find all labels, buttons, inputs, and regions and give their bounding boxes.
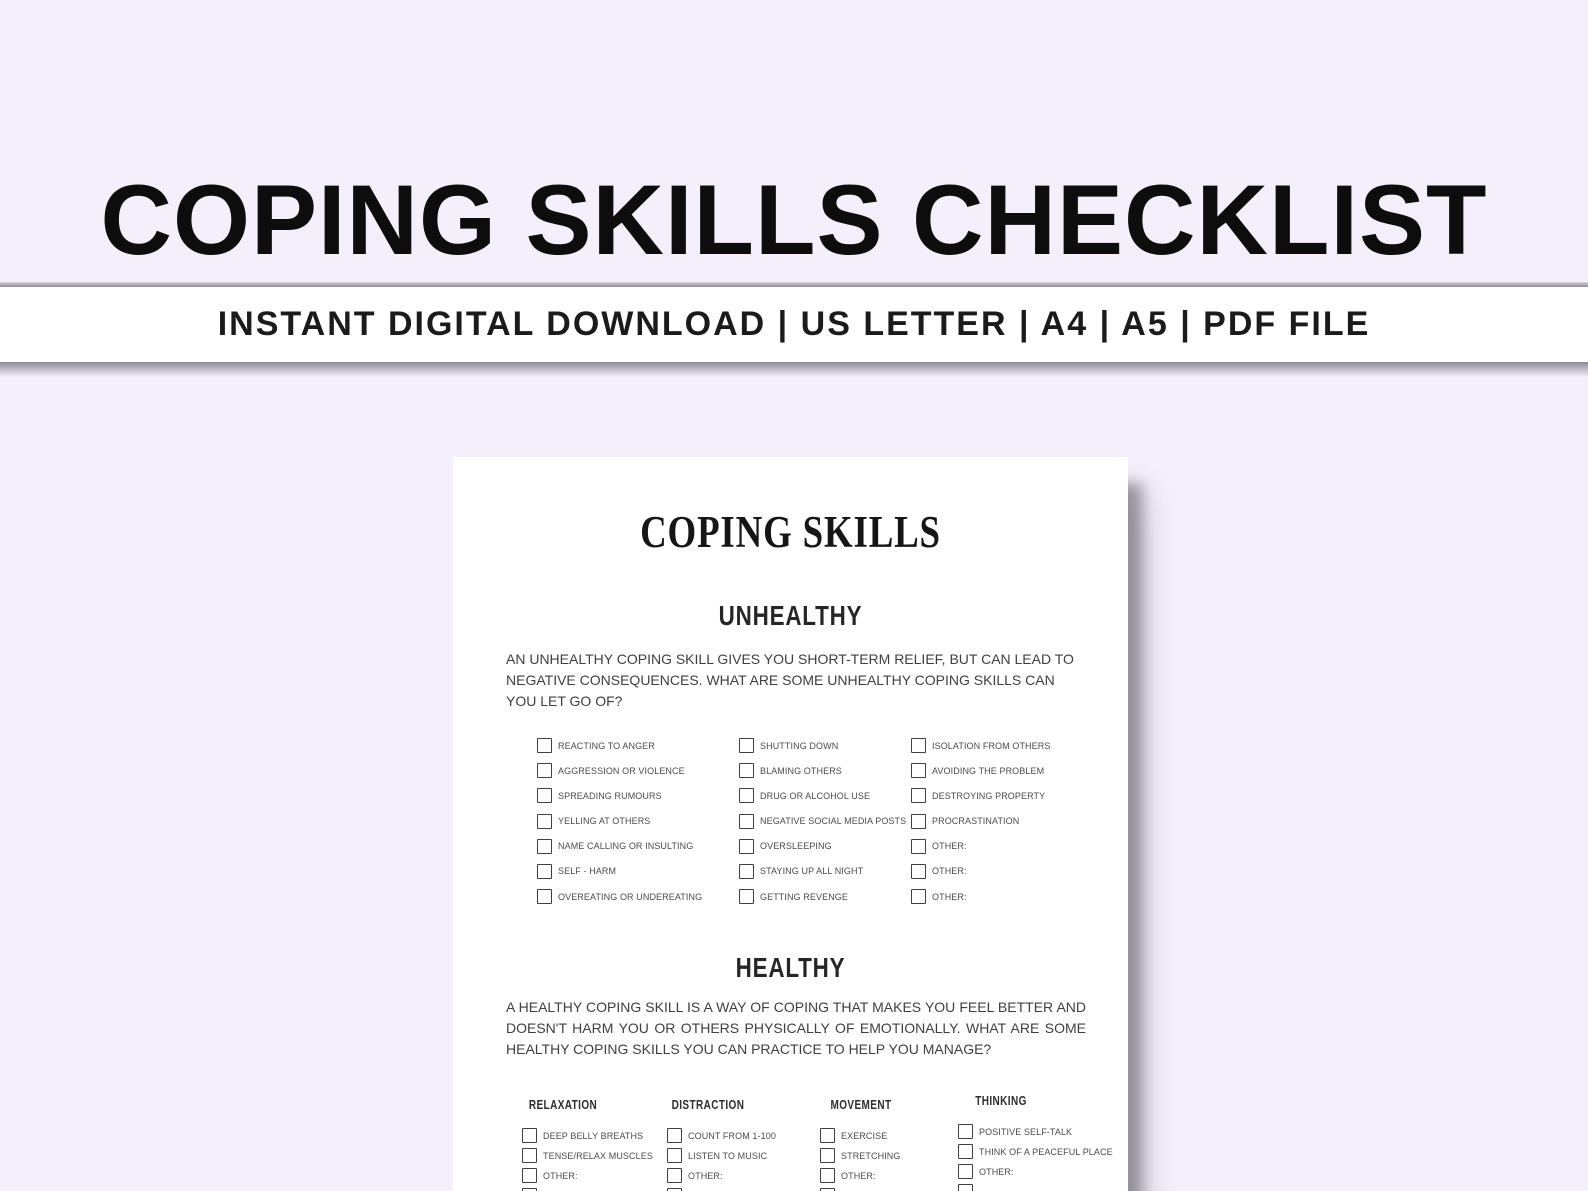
checklist-item-label: STRETCHING [841,1150,901,1161]
checklist-item [537,814,702,829]
relaxation-column-header: RELAXATION [528,1098,598,1112]
checkbox[interactable] [958,1124,973,1139]
unhealthy-column-3 [911,738,1050,904]
checklist-item [739,788,906,803]
checklist-item-label: THINK OF A PEACEFUL PLACE [979,1146,1113,1157]
checklist-item-label: OTHER: [543,1170,578,1181]
checklist-item-label: NEGATIVE SOCIAL MEDIA POSTS [760,816,907,827]
checklist-item [911,763,1050,778]
checklist-item [911,839,1050,854]
relaxation-column [522,1128,653,1191]
checkbox[interactable] [522,1148,537,1163]
checkbox[interactable] [739,839,754,854]
checklist-item [667,1128,776,1143]
checklist-item-label: GETTING REVENGE [760,891,849,902]
checklist-item [537,788,702,803]
checkbox[interactable] [820,1168,835,1183]
checklist-item-label: TENSE/RELAX MUSCLES [543,1150,653,1161]
checklist-item-label: OTHER: [932,891,967,902]
checklist-item-label: PROCRASTINATION [932,816,1020,827]
checkbox[interactable] [537,889,552,904]
checklist-item-label: COUNT FROM 1-100 [688,1130,776,1141]
checkbox[interactable] [739,814,754,829]
checklist-item [537,839,702,854]
checklist-item [911,889,1050,904]
checklist-item-label: DEEP BELLY BREATHS [543,1130,644,1141]
checklist-item [522,1128,653,1143]
checklist-item-label: NAME CALLING OR INSULTING [558,841,694,852]
unhealthy-column-1 [537,738,702,904]
checkbox[interactable] [667,1168,682,1183]
checkbox[interactable] [537,814,552,829]
checkbox[interactable] [958,1184,973,1191]
checkbox[interactable] [739,864,754,879]
checklist-item [537,763,702,778]
checkbox[interactable] [537,839,552,854]
checkbox[interactable] [537,864,552,879]
checklist-item [537,738,702,753]
checklist-item [522,1168,653,1183]
checklist-item [667,1168,776,1183]
checklist-item-label: OTHER: [932,841,967,852]
checklist-item-label: OTHER: [688,1170,723,1181]
checkbox[interactable] [522,1128,537,1143]
checklist-item-label: YELLING AT OTHERS [558,816,651,827]
thinking-column-header: THINKING [975,1094,1027,1108]
checklist-item-label: OVEREATING OR UNDEREATING [558,891,703,902]
checklist-item [522,1148,653,1163]
thinking-column [958,1124,1113,1191]
checkbox[interactable] [739,738,754,753]
checkbox[interactable] [820,1128,835,1143]
distraction-column-header: DISTRACTION [671,1098,745,1112]
checklist-item-label: OTHER: [979,1166,1014,1177]
unhealthy-column-2 [739,738,906,904]
unhealthy-section-heading: UNHEALTHY [718,600,863,631]
checklist-item [820,1128,901,1143]
checklist-item [911,814,1050,829]
checklist-item-label: DRUG OR ALCOHOL USE [760,790,871,801]
checklist-item [911,738,1050,753]
checklist-item [820,1148,901,1163]
checkbox[interactable] [911,763,926,778]
checkbox[interactable] [958,1164,973,1179]
checklist-item [739,864,906,879]
checklist-item [958,1184,1113,1191]
format-banner [0,282,1588,377]
checklist-item [958,1164,1113,1179]
checkbox[interactable] [522,1168,537,1183]
checklist-item-label: STAYING UP ALL NIGHT [760,866,864,877]
checklist-item-label: REACTING TO ANGER [558,740,655,751]
checklist-item [958,1144,1113,1159]
banner-body [0,287,1588,362]
checklist-item-label: BLAMING OTHERS [760,765,842,776]
checkbox[interactable] [911,788,926,803]
checkbox[interactable] [820,1148,835,1163]
checkbox[interactable] [537,738,552,753]
checkbox[interactable] [911,814,926,829]
main-title: COPING SKILLS CHECKLIST [100,164,1488,276]
checklist-item [537,864,702,879]
checklist-item [911,788,1050,803]
checklist-item-label: DESTROYING PROPERTY [932,790,1046,801]
checklist-item [911,864,1050,879]
checklist-item [958,1124,1113,1139]
checklist-item-label: AGGRESSION OR VIOLENCE [558,765,685,776]
checkbox[interactable] [911,864,926,879]
document-page-preview [453,457,1128,1191]
format-banner-text: INSTANT DIGITAL DOWNLOAD | US LETTER | A4 | A5 | PDF FILE [217,305,1371,343]
movement-column [820,1128,901,1191]
checkbox[interactable] [911,889,926,904]
checklist-item-label: OTHER: [932,866,967,877]
distraction-column [667,1128,776,1191]
checklist-item-label: EXERCISE [841,1130,888,1141]
checkbox[interactable] [739,763,754,778]
checkbox[interactable] [667,1128,682,1143]
checkbox[interactable] [537,763,552,778]
checkbox[interactable] [537,788,552,803]
checkbox[interactable] [911,738,926,753]
checklist-item-label: OTHER: [841,1170,876,1181]
checklist-item-label: SELF - HARM [558,866,617,877]
checklist-item [739,889,906,904]
checklist-item-label: ISOLATION FROM OTHERS [932,740,1051,751]
checklist-item-label: POSITIVE SELF-TALK [979,1126,1073,1137]
checkbox[interactable] [911,839,926,854]
unhealthy-section-description: AN UNHEALTHY COPING SKILL GIVES YOU SHORT-TERM RELIEF, BUT CAN LEAD TO NEGATIVE CONSEQUENCES. WHAT ARE SOME UNHEALTHY COPING SKILLS CAN YOU LET GO OF? [506,651,1074,709]
healthy-section-heading: HEALTHY [735,952,846,983]
document-title: COPING SKILLS [640,507,941,557]
checklist-item-label: LISTEN TO MUSIC [688,1150,768,1161]
checklist-item-label: AVOIDING THE PROBLEM [932,765,1045,776]
checklist-item [739,814,906,829]
checklist-item-label: SPREADING RUMOURS [558,790,662,801]
movement-column-header: MOVEMENT [830,1098,892,1112]
checklist-item-label: OVERSLEEPING [760,841,832,852]
checklist-item [739,839,906,854]
checklist-item-label: SHUTTING DOWN [760,740,839,751]
checkbox[interactable] [739,889,754,904]
checkbox[interactable] [958,1144,973,1159]
checkbox[interactable] [739,788,754,803]
checklist-item [667,1148,776,1163]
checklist-item [739,763,906,778]
checklist-item [739,738,906,753]
banner-bottom-shadow [0,362,1588,377]
healthy-section-description: A HEALTHY COPING SKILL IS A WAY OF COPING THAT MAKES YOU FEEL BETTER AND DOESN'T HARM YOU OR OTHERS PHYSICALLY OF EMOTIONALLY. WHAT ARE SOME HEALTHY COPING SKILLS YOU CAN PRACTICE TO HELP YOU MANAGE? [506,999,1086,1057]
checklist-item [820,1168,901,1183]
checkbox[interactable] [667,1148,682,1163]
checklist-item [537,889,702,904]
